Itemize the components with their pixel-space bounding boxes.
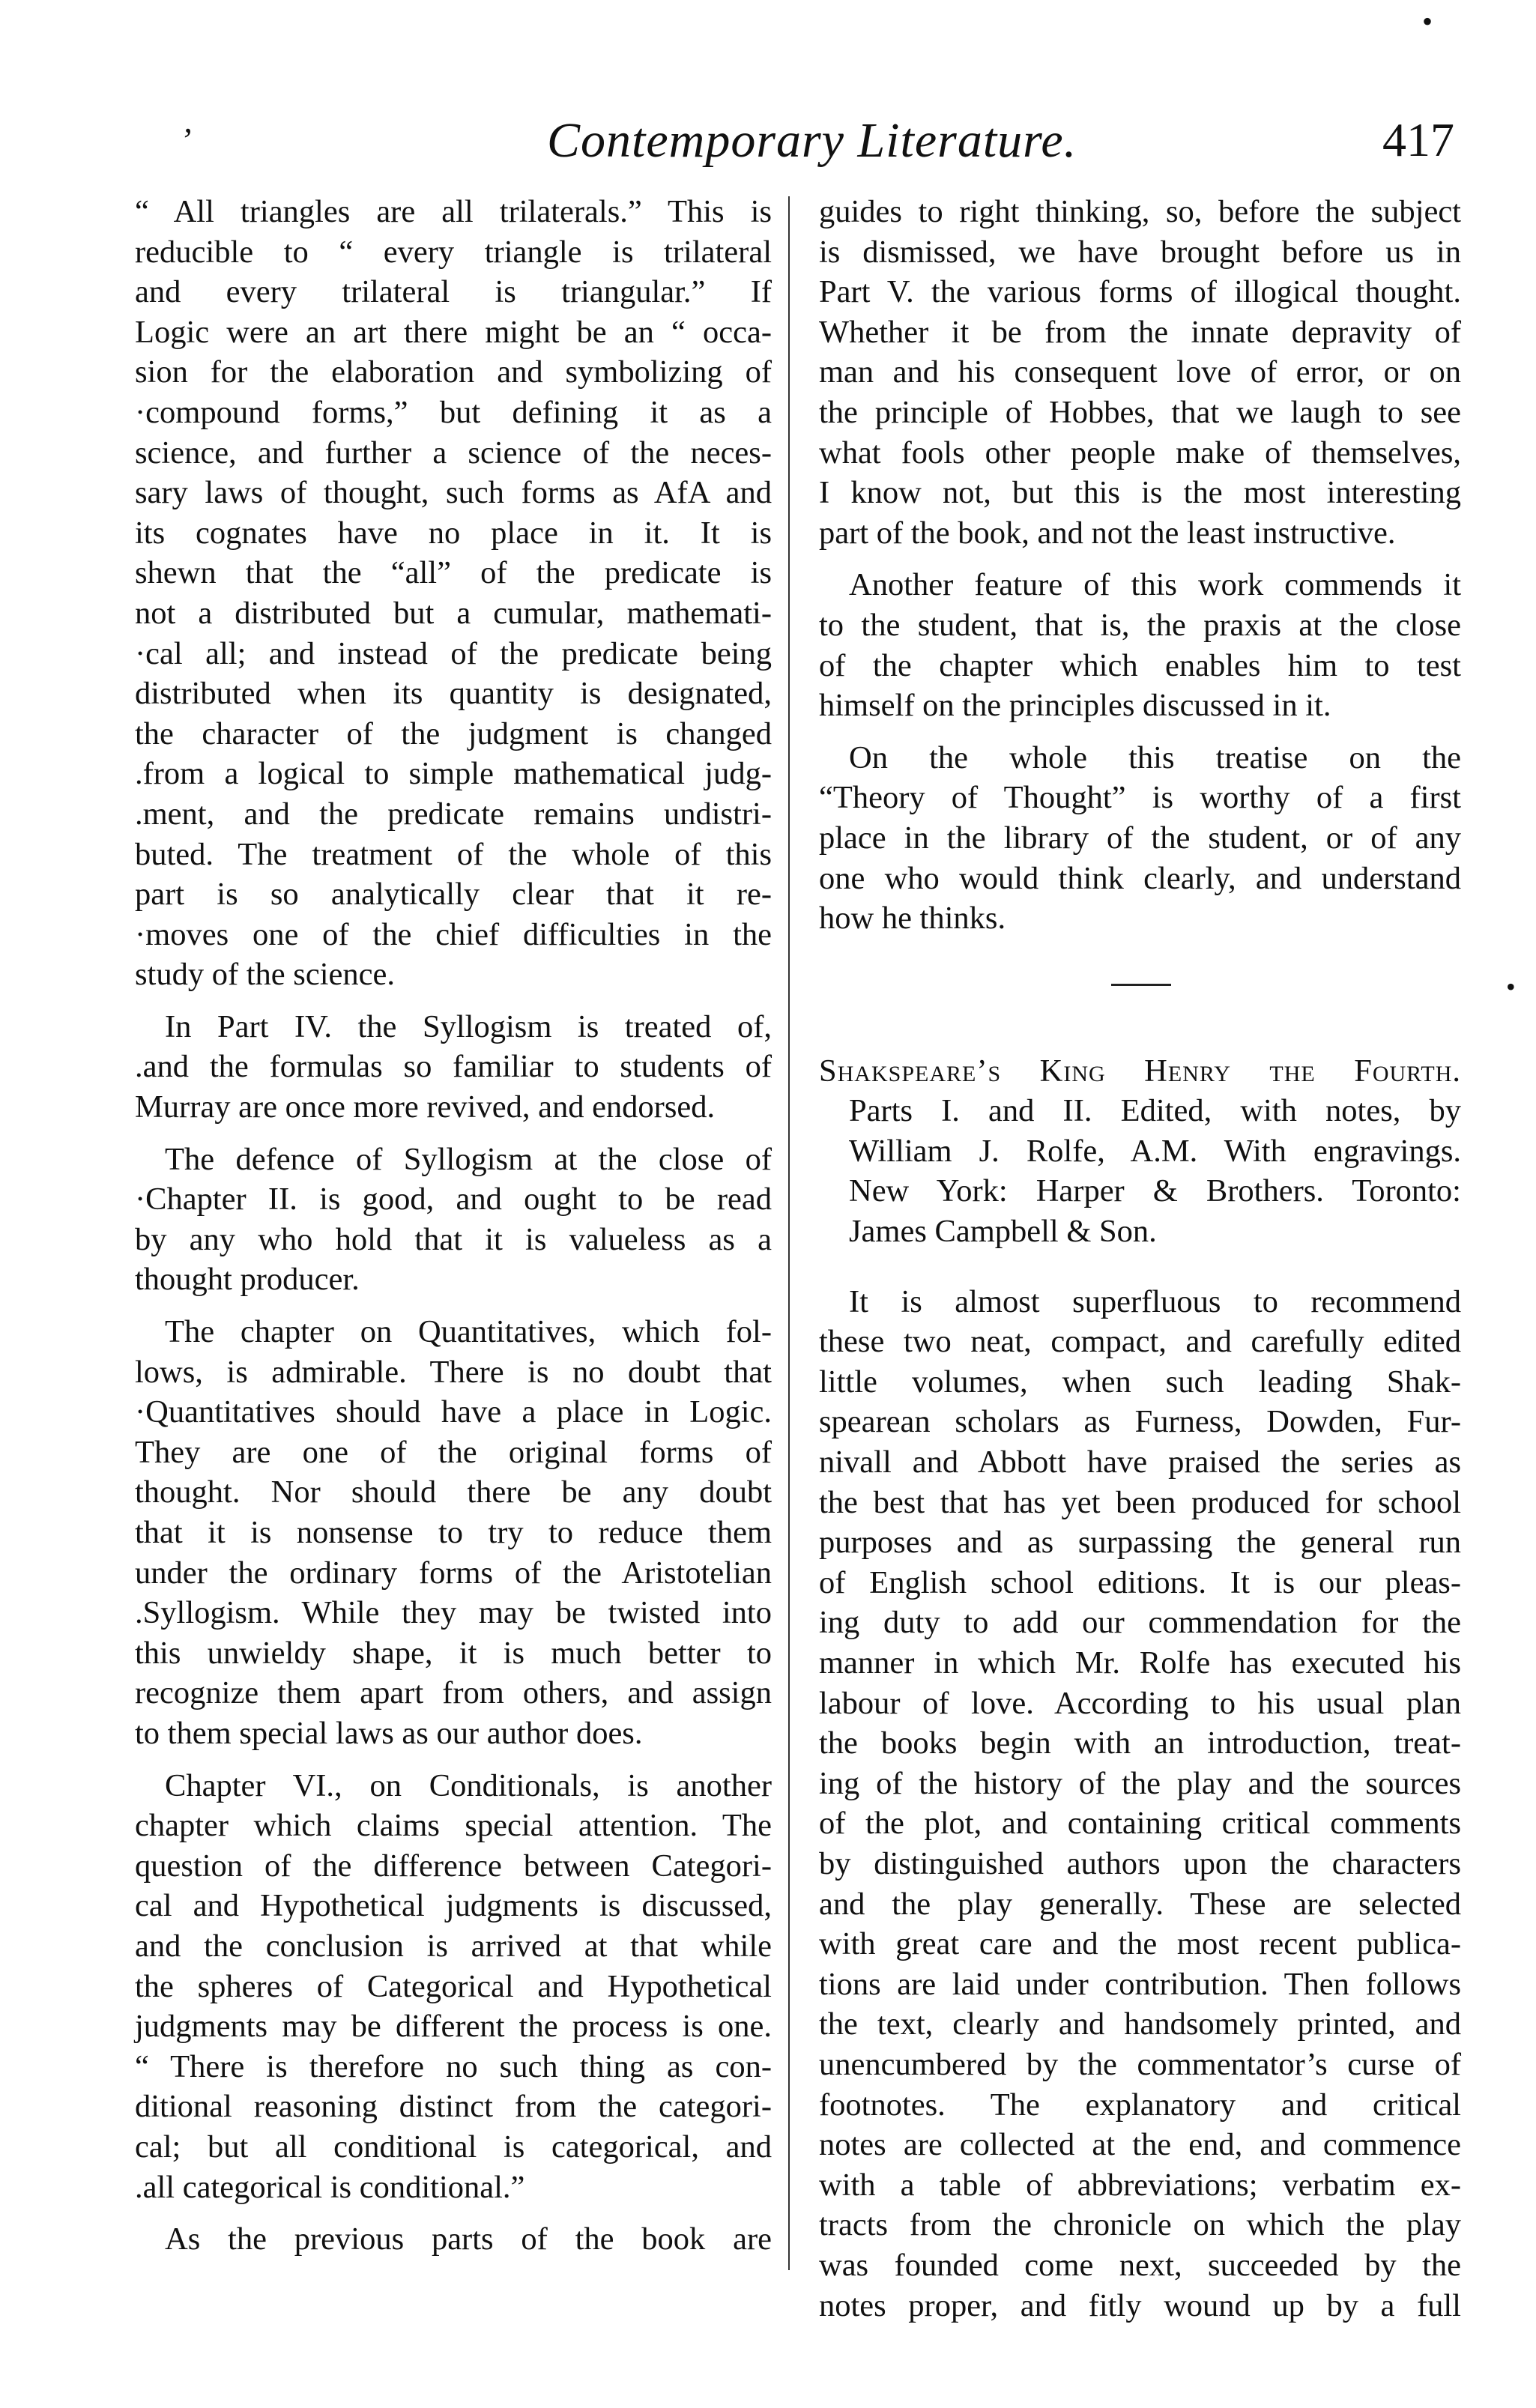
text-line: the character of the judgment is changed xyxy=(135,716,772,751)
text-line: .Syllogism. While they may be twisted into xyxy=(135,1595,772,1631)
text-line: ing duty to add our commendation for the xyxy=(819,1605,1461,1641)
right-column xyxy=(819,192,1461,2326)
text-line: part of the book, and not the least instructive. xyxy=(819,515,1396,551)
text-line: Part V. the various forms of illogical thought. xyxy=(819,274,1461,310)
review-imprint-line: William J. Rolfe, A.M. With engravings. xyxy=(849,1133,1461,1169)
text-line: cal; but all conditional is categorical, and xyxy=(135,2129,772,2165)
text-line: chapter which claims special attention. The xyxy=(135,1808,772,1844)
text-line: its cognates have no place in it. It is xyxy=(135,515,772,551)
text-line: lows, is admirable. There is no doubt that xyxy=(135,1354,772,1390)
text-line: is dismissed, we have brought before us in xyxy=(819,234,1461,270)
text-line: unencumbered by the commentator’s curse of xyxy=(819,2046,1461,2082)
text-line: “ All triangles are all trilaterals.” This is xyxy=(135,194,772,229)
text-line: Chapter VI., on Conditionals, is another xyxy=(165,1767,772,1803)
text-line: and the play generally. These are selected xyxy=(819,1886,1461,1922)
running-head-title: Contemporary Literature. xyxy=(547,113,1077,168)
text-line: little volumes, when such leading Shak- xyxy=(819,1364,1461,1400)
text-line: buted. The treatment of the whole of this xyxy=(135,836,772,872)
text-line: one who would think clearly, and understand xyxy=(819,860,1461,896)
page-number: 417 xyxy=(1382,113,1454,166)
text-line: thought producer. xyxy=(135,1262,360,1298)
text-line: ·Chapter II. is good, and ought to be read xyxy=(135,1182,772,1217)
text-line: sary laws of thought, such forms as AfA and xyxy=(135,475,772,511)
text-line: Whether it be from the innate depravity of xyxy=(819,314,1461,350)
text-line: The defence of Syllogism at the close of xyxy=(165,1141,772,1177)
text-line: ·Quantitatives should have a place in Logic. xyxy=(135,1394,772,1430)
text-line: reducible to “ every triangle is trilateral xyxy=(135,234,772,270)
text-line: Murray are once more revived, and endorsed. xyxy=(135,1089,716,1125)
text-line: sion for the elaboration and symbolizing of xyxy=(135,354,772,390)
text-line: how he thinks. xyxy=(819,901,1006,937)
review-title: Shakspeare’s King Henry the Fourth. xyxy=(819,1053,1461,1089)
text-line: of the chapter which enables him to test xyxy=(819,647,1461,683)
text-line: “ There is therefore no such thing as con- xyxy=(135,2048,772,2084)
text-line: thought. Nor should there be any doubt xyxy=(135,1474,772,1510)
text-line: distributed when its quantity is designated, xyxy=(135,676,772,712)
section-divider xyxy=(819,969,1461,1006)
text-line: Another feature of this work commends it xyxy=(849,567,1461,603)
text-line: tions are laid under contribution. Then follows xyxy=(819,1966,1461,2002)
text-line: and every trilateral is triangular.” If xyxy=(135,274,772,310)
text-line: manner in which Mr. Rolfe has executed his xyxy=(819,1645,1461,1681)
text-line: In Part IV. the Syllogism is treated of, xyxy=(165,1008,772,1044)
text-line: what fools other people make of themselves, xyxy=(819,435,1461,471)
text-line: judgments may be different the process is one. xyxy=(135,2009,772,2045)
text-line: guides to right thinking, so, before the subject xyxy=(819,194,1461,229)
text-line: under the ordinary forms of the Aristotelian xyxy=(135,1555,772,1591)
text-line: by any who hold that it is valueless as a xyxy=(135,1221,772,1257)
text-line: tracts from the chronicle on which the play xyxy=(819,2207,1461,2243)
text-line: with a table of abbreviations; verbatim ex- xyxy=(819,2167,1461,2203)
text-line: ·compound forms,” but defining it as a xyxy=(135,394,772,430)
text-line: spearean scholars as Furness, Dowden, Fur- xyxy=(819,1404,1461,1440)
text-line: ing of the history of the play and the sources xyxy=(819,1765,1461,1801)
text-line: these two neat, compact, and carefully edited xyxy=(819,1324,1461,1360)
text-line: notes are collected at the end, and commence xyxy=(819,2127,1461,2163)
text-line: footnotes. The explanatory and critical xyxy=(819,2087,1461,2123)
text-line: ditional reasoning distinct from the categori- xyxy=(135,2089,772,2125)
text-line: shewn that the “all” of the predicate is xyxy=(135,555,772,591)
text-line: The chapter on Quantitatives, which fol- xyxy=(165,1314,772,1350)
running-head-mark: ’ xyxy=(180,121,192,159)
text-line: .and the formulas so familiar to students of xyxy=(135,1049,772,1085)
text-line: of English school editions. It is our pleas- xyxy=(819,1564,1461,1600)
stray-mark-side: • xyxy=(1506,972,1516,1002)
text-line: the text, clearly and handsomely printed, and xyxy=(819,2006,1461,2042)
column-divider xyxy=(788,196,790,2270)
text-line: recognize them apart from others, and assign xyxy=(135,1675,772,1711)
review-heading xyxy=(819,1051,1461,1252)
stray-mark-corner: • xyxy=(1422,4,1433,38)
text-line: the principle of Hobbes, that we laugh to see xyxy=(819,394,1461,430)
text-line: was founded come next, succeeded by the xyxy=(819,2247,1461,2283)
text-line: with great care and the most recent publica- xyxy=(819,1926,1461,1962)
text-line: .from a logical to simple mathematical judg- xyxy=(135,756,772,792)
text-line: On the whole this treatise on the xyxy=(849,739,1461,775)
text-line: nivall and Abbott have praised the series as xyxy=(819,1445,1461,1480)
text-line: that it is nonsense to try to reduce them xyxy=(135,1515,772,1550)
text-line: part is so analytically clear that it re- xyxy=(135,877,772,913)
text-line: notes proper, and fitly wound up by a full xyxy=(819,2287,1461,2323)
text-line: the spheres of Categorical and Hypothetical xyxy=(135,1968,772,2004)
review-continuation xyxy=(819,192,1461,939)
text-line: the best that has yet been produced for school xyxy=(819,1484,1461,1520)
text-line: Logic were an art there might be an “ occa- xyxy=(135,314,772,350)
running-head xyxy=(0,112,1536,180)
text-line: cal and Hypothetical judgments is discussed, xyxy=(135,1888,772,1924)
text-line: .all categorical is conditional.” xyxy=(135,2169,525,2205)
text-line: They are one of the original forms of xyxy=(135,1434,772,1470)
text-line: this unwieldy shape, it is much better to xyxy=(135,1635,772,1671)
text-line: man and his consequent love of error, or on xyxy=(819,354,1461,390)
text-line: question of the difference between Categori- xyxy=(135,1848,772,1884)
text-line: As the previous parts of the book are xyxy=(165,2221,772,2257)
text-line: himself on the principles discussed in it. xyxy=(819,688,1331,724)
review-imprint-line: New York: Harper & Brothers. Toronto: xyxy=(849,1173,1461,1209)
text-line: and the conclusion is arrived at that while xyxy=(135,1928,772,1964)
review-imprint-line: James Campbell & Son. xyxy=(849,1214,1157,1250)
text-line: to them special laws as our author does. xyxy=(135,1715,643,1751)
review-imprint-line: Parts I. and II. Edited, with notes, by xyxy=(849,1093,1461,1129)
text-line: study of the science. xyxy=(135,957,395,993)
text-line: It is almost superfluous to recommend xyxy=(849,1283,1461,1319)
text-line: ·moves one of the chief difficulties in the xyxy=(135,916,772,952)
text-line: purposes and as surpassing the general run xyxy=(819,1525,1461,1561)
text-line: I know not, but this is the most interesting xyxy=(819,475,1461,511)
review-body xyxy=(819,1282,1461,2326)
text-line: labour of love. According to his usual plan xyxy=(819,1685,1461,1721)
left-column xyxy=(135,192,772,2260)
text-line: to the student, that is, the praxis at the close xyxy=(819,607,1461,643)
text-line: place in the library of the student, or of any xyxy=(819,820,1461,856)
text-line: .ment, and the predicate remains undistri- xyxy=(135,796,772,832)
text-line: “Theory of Thought” is worthy of a first xyxy=(819,780,1461,816)
text-line: science, and further a science of the neces- xyxy=(135,435,772,471)
text-line: not a distributed but a cumular, mathemati- xyxy=(135,595,772,631)
text-line: of the plot, and containing critical comments xyxy=(819,1806,1461,1842)
text-line: by distinguished authors upon the characters xyxy=(819,1845,1461,1881)
text-line: the books begin with an introduction, treat- xyxy=(819,1725,1461,1761)
text-line: ·cal all; and instead of the predicate being xyxy=(135,635,772,671)
